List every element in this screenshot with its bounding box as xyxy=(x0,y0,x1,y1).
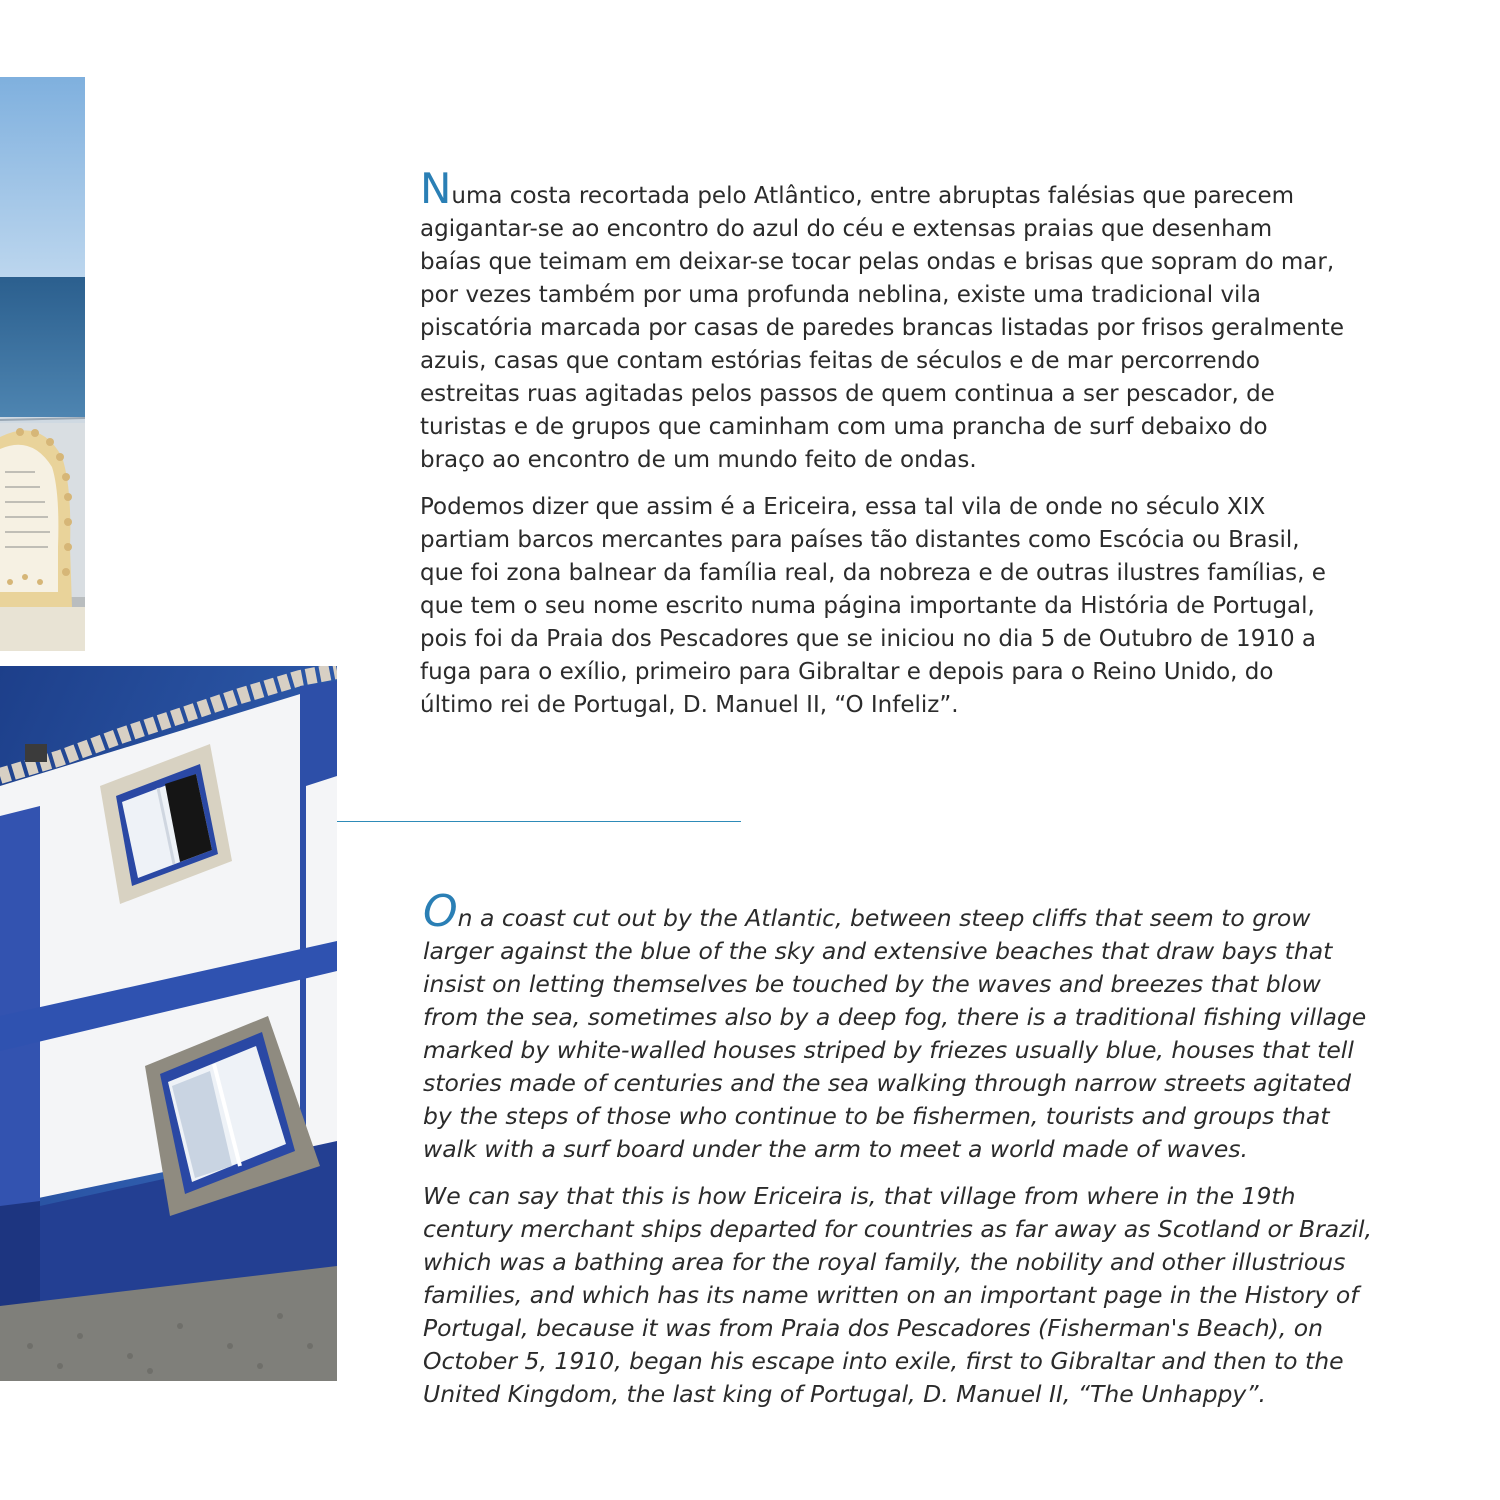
text-line: último rei de Portugal, D. Manuel II, “O Infeliz”. xyxy=(420,692,959,718)
text-line: fuga para o exílio, primeiro para Gibraltar e depois para o Reino Unido, do xyxy=(420,659,1274,685)
text-line: baías que teimam em deixar-se tocar pelas ondas e brisas que sopram do mar, xyxy=(420,249,1335,275)
text-line: turistas e de grupos que caminham com uma prancha de surf debaixo do xyxy=(420,414,1268,440)
text-line-content: n a coast cut out by the Atlantic, between steep cliffs that seem to grow xyxy=(457,904,1311,932)
text-line xyxy=(423,886,1383,937)
text-line: walk with a surf board under the arm to meet a world made of waves. xyxy=(423,1135,1249,1163)
text-line-content: uma costa recortada pelo Atlântico, entre abruptas falésias que parecem xyxy=(451,183,1295,209)
text-line: from the sea, sometimes also by a deep fog, there is a traditional fishing village xyxy=(423,1003,1367,1031)
text-line: larger against the blue of the sky and extensive beaches that draw bays that xyxy=(423,937,1333,965)
text-line: by the steps of those who continue to be fishermen, tourists and groups that xyxy=(423,1102,1330,1130)
text-line: que tem o seu nome escrito numa página importante da História de Portugal, xyxy=(420,593,1315,619)
text-line: azuis, casas que contam estórias feitas de séculos e de mar percorrendo xyxy=(420,348,1260,374)
text-line: United Kingdom, the last king of Portugal, D. Manuel II, “The Unhappy”. xyxy=(423,1380,1266,1408)
text-line xyxy=(420,164,1380,213)
text-line: por vezes também por uma profunda neblina, existe uma tradicional vila xyxy=(420,282,1261,308)
text-line: Portugal, because it was from Praia dos Pescadores (Fisherman's Beach), on xyxy=(423,1314,1324,1342)
text-line: which was a bathing area for the royal family, the nobility and other illustrious xyxy=(423,1248,1346,1276)
portuguese-text xyxy=(420,164,1380,736)
seaside-viewpoint-photo xyxy=(0,77,85,651)
text-line: braço ao encontro de um mundo feito de ondas. xyxy=(420,447,977,473)
text-line: marked by white-walled houses striped by friezes usually blue, houses that tell xyxy=(423,1036,1354,1064)
text-line: estreitas ruas agitadas pelos passos de quem continua a ser pescador, de xyxy=(420,381,1275,407)
english-paragraph-1 xyxy=(423,886,1383,1166)
drop-cap: N xyxy=(420,164,452,213)
text-line: partiam barcos mercantes para países tão distantes como Escócia ou Brasil, xyxy=(420,527,1300,553)
drop-cap: O xyxy=(423,886,458,937)
text-line: que foi zona balnear da família real, da nobreza e de outras ilustres famílias, e xyxy=(420,560,1326,586)
text-line: insist on letting themselves be touched by the waves and breezes that blow xyxy=(423,970,1321,998)
text-line: piscatória marcada por casas de paredes brancas listadas por frisos geralmente xyxy=(420,315,1345,341)
english-paragraph-2 xyxy=(423,1180,1383,1411)
text-line: families, and which has its name written on an important page in the History of xyxy=(423,1281,1359,1309)
text-line: agigantar-se ao encontro do azul do céu e extensas praias que desenham xyxy=(420,216,1273,242)
english-text xyxy=(423,886,1383,1425)
text-line: pois foi da Praia dos Pescadores que se iniciou no dia 5 de Outubro de 1910 a xyxy=(420,626,1317,652)
text-line: October 5, 1910, began his escape into exile, first to Gibraltar and then to the xyxy=(423,1347,1344,1375)
portuguese-paragraph-2 xyxy=(420,491,1380,722)
text-line: Podemos dizer que assim é a Ericeira, essa tal vila de onde no século XIX xyxy=(420,494,1266,520)
text-line: century merchant ships departed for countries as far away as Scotland or Brazil, xyxy=(423,1215,1373,1243)
section-divider xyxy=(337,821,741,822)
blue-white-house-photo xyxy=(0,666,337,1381)
portuguese-paragraph-1 xyxy=(420,164,1380,477)
text-line: We can say that this is how Ericeira is, that village from where in the 19th xyxy=(423,1182,1296,1210)
text-line: stories made of centuries and the sea walking through narrow streets agitated xyxy=(423,1069,1352,1097)
